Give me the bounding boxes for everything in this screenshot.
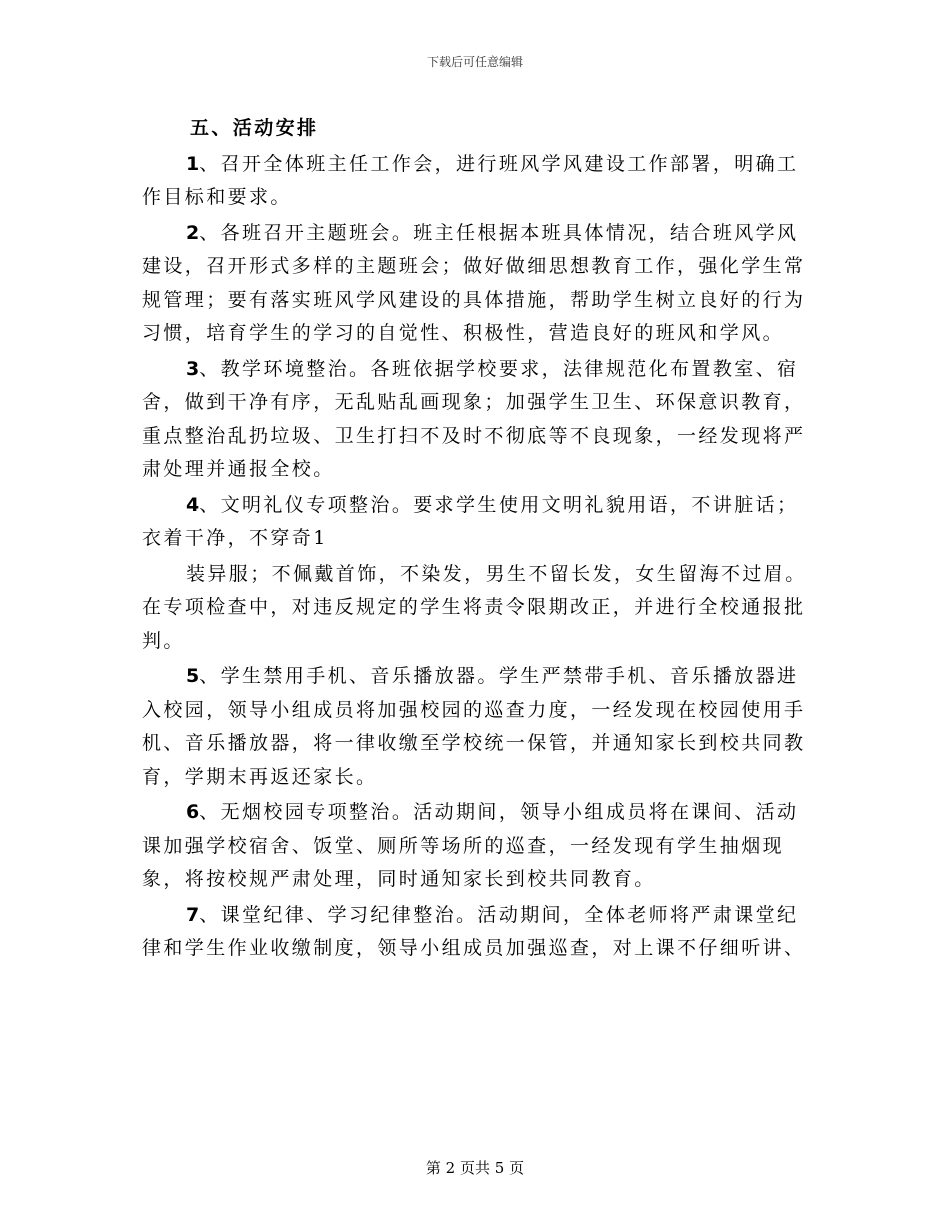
item-number: 3: [186, 357, 200, 380]
paragraph-5: [142, 660, 810, 794]
paragraph-text: 装异服；不佩戴首饰，不染发，男生不留长发，女生留海不过眉。在专项检查中，对违反规定的学生将责令限期改正，并进行全校通报批判。: [142, 562, 807, 652]
paragraph-text: 、召开全体班主任工作会，进行班风学风建设工作部署，明确工作目标和要求。: [142, 152, 799, 208]
item-number: 5: [186, 665, 200, 687]
paragraph-text: 、无烟校园专项整治。活动期间，领导小组成员将在课间、活动课加强学校宿舍、饭堂、厕所等场所的巡查，一经发现有学生抽烟现象，将按校规严肃处理，同时通知家长到校共同教育。: [142, 801, 799, 890]
paragraph-4: [142, 489, 810, 556]
item-number: 6: [186, 801, 200, 823]
section-title: 五、活动安排: [190, 117, 319, 139]
item-number: 7: [186, 903, 200, 926]
page-footer: 第 2 页共 5 页: [425, 1159, 525, 1177]
paragraph-3: [142, 353, 810, 487]
paragraph-text: 、课堂纪律、学习纪律整治。活动期间，全体老师将严肃课堂纪律和学生作业收缴制度，领导小组成员加强巡查，对上课不仔细听讲、: [142, 903, 806, 959]
item-number: 2: [186, 221, 200, 244]
document-body: [142, 112, 810, 966]
item-number: 4: [186, 493, 200, 516]
paragraph-7: [142, 899, 810, 966]
paragraph-text: 、教学环境整治。各班依据学校要求，法律规范化布置教室、宿舍，做到干净有序，无乱贴乱画现象；加强学生卫生、环保意识教育，重点整治乱扔垃圾、卫生打扫不及时不彻底等不良现象，一经发现将严肃处理并通报全校。: [142, 357, 806, 480]
paragraph-4-continued: [142, 558, 810, 659]
paragraph-text: 、文明礼仪专项整治。要求学生使用文明礼貌用语，不讲脏话；衣着干净，不穿奇1: [142, 493, 799, 549]
page-header: 下载后可任意编辑: [426, 55, 523, 69]
paragraph-text: 、学生禁用手机、音乐播放器。学生严禁带手机、音乐播放器进入校园，领导小组成员将加强校园的巡查力度，一经发现在校园使用手机、音乐播放器，将一律收缴至学校统一保管，并通知家长到校共同教育，学期末再返还家长。: [142, 665, 806, 788]
paragraph-1: [142, 148, 810, 215]
item-number: 1: [186, 152, 200, 175]
paragraph-6: [142, 796, 810, 897]
paragraph-text: 、各班召开主题班会。班主任根据本班具体情况，结合班风学风建设，召开形式多样的主题班会；做好做细思想教育工作，强化学生常规管理；要有落实班风学风建设的具体措施，帮助学生树立良好的行为习惯，培育学生的学习的自觉性、积极性，营造良好的班风和学风。: [142, 221, 806, 344]
paragraph-2: [142, 217, 810, 351]
